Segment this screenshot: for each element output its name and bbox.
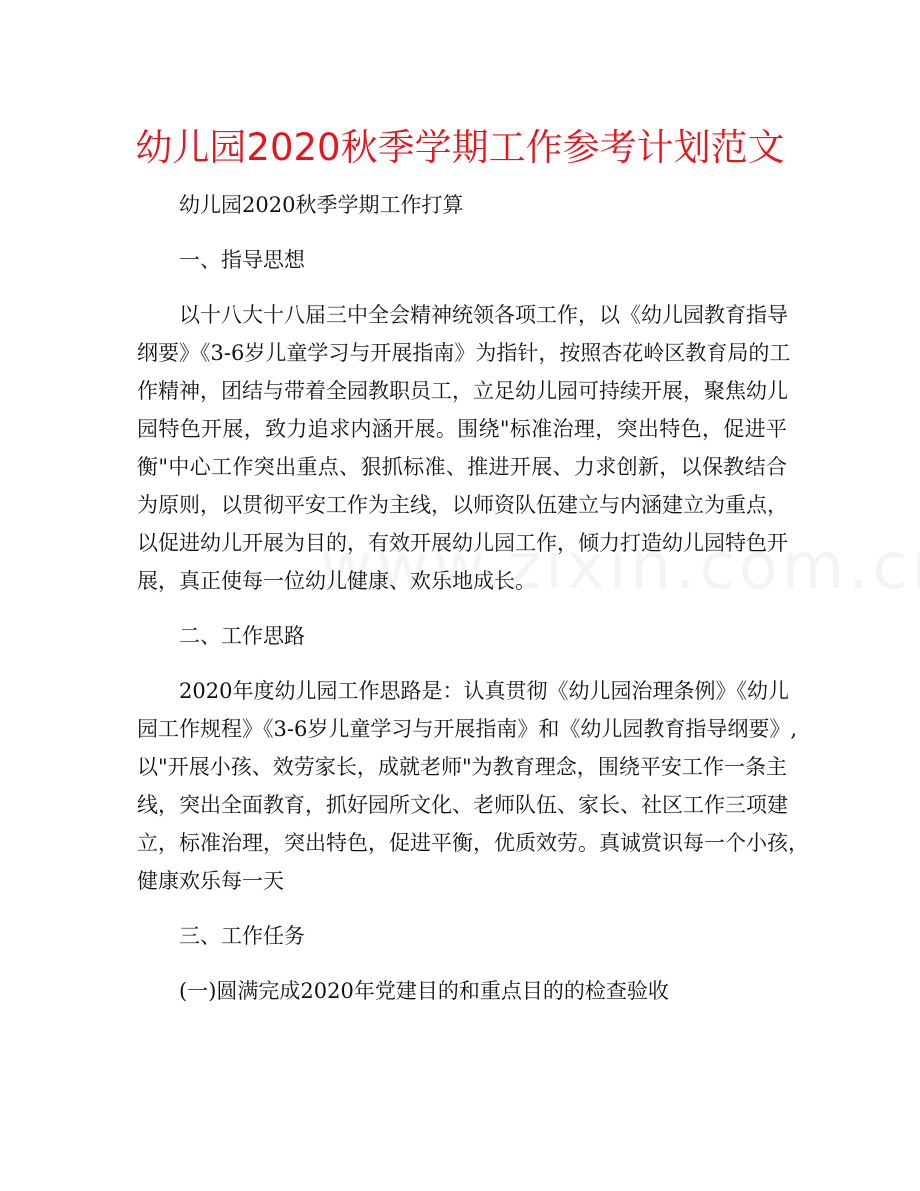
- body-line: 作精神，团结与带着全园教职员工，立足幼儿园可持续开展，聚焦幼儿: [137, 379, 788, 403]
- section2-body: [137, 672, 809, 900]
- document-body: [137, 186, 809, 1010]
- body-line: 线，突出全面教育，抓好园所文化、老师队伍、家长、社区工作三项建: [137, 793, 788, 817]
- section3-item1: (一)圆满完成2020年党建目的和重点目的的检查验收: [179, 979, 669, 1003]
- section2-heading: 二、工作思路: [179, 624, 305, 648]
- section1-body: [137, 296, 791, 600]
- body-line: 纲要》《3-6岁儿童学习与开展指南》为指针，按照杏花岭区教育局的工: [137, 341, 791, 365]
- document-title: 幼儿园2020秋季学期工作参考计划范文: [135, 126, 785, 169]
- subtitle: 幼儿园2020秋季学期工作打算: [179, 193, 464, 217]
- body-line: 以"开展小孩、效劳家长，成就老师"为教育理念，围绕平安工作一条主: [137, 755, 787, 779]
- subtitle-paragraph: [137, 186, 787, 224]
- section3-heading: 三、工作任务: [179, 924, 305, 948]
- body-line: 园工作规程》《3-6岁儿童学习与开展指南》和《幼儿园教育指导纲要》,: [137, 717, 797, 741]
- section1-heading-paragraph: [137, 241, 787, 279]
- section3-heading-paragraph: [137, 917, 787, 955]
- body-line: 以促进幼儿开展为目的，有效开展幼儿园工作，倾力打造幼儿园特色开: [137, 531, 788, 555]
- body-line: 展，真正使每一位幼儿健康、欢乐地成长。: [137, 569, 536, 593]
- body-line: 立，标准治理，突出特色，促进平衡，优质效劳。真诚赏识每一个小孩，: [137, 831, 809, 855]
- section2-heading-paragraph: [137, 617, 787, 655]
- body-line: 园特色开展，致力追求内涵开展。围绕"标准治理，突出特色，促进平: [137, 417, 787, 441]
- body-line: 健康欢乐每一天: [137, 869, 284, 893]
- section1-heading: 一、指导思想: [179, 248, 305, 272]
- body-line: 衡"中心工作突出重点、狠抓标准、推进开展、力求创新，以保教结合: [137, 455, 787, 479]
- body-line: 以十八大十八届三中全会精神统领各项工作，以《幼儿园教育指导: [179, 303, 788, 327]
- body-line: 2020年度幼儿园工作思路是：认真贯彻《幼儿园治理条例》《幼儿: [179, 679, 789, 703]
- body-line: 为原则，以贯彻平安工作为主线，以师资队伍建立与内涵建立为重点，: [137, 493, 788, 517]
- section3-item1-paragraph: [137, 972, 787, 1010]
